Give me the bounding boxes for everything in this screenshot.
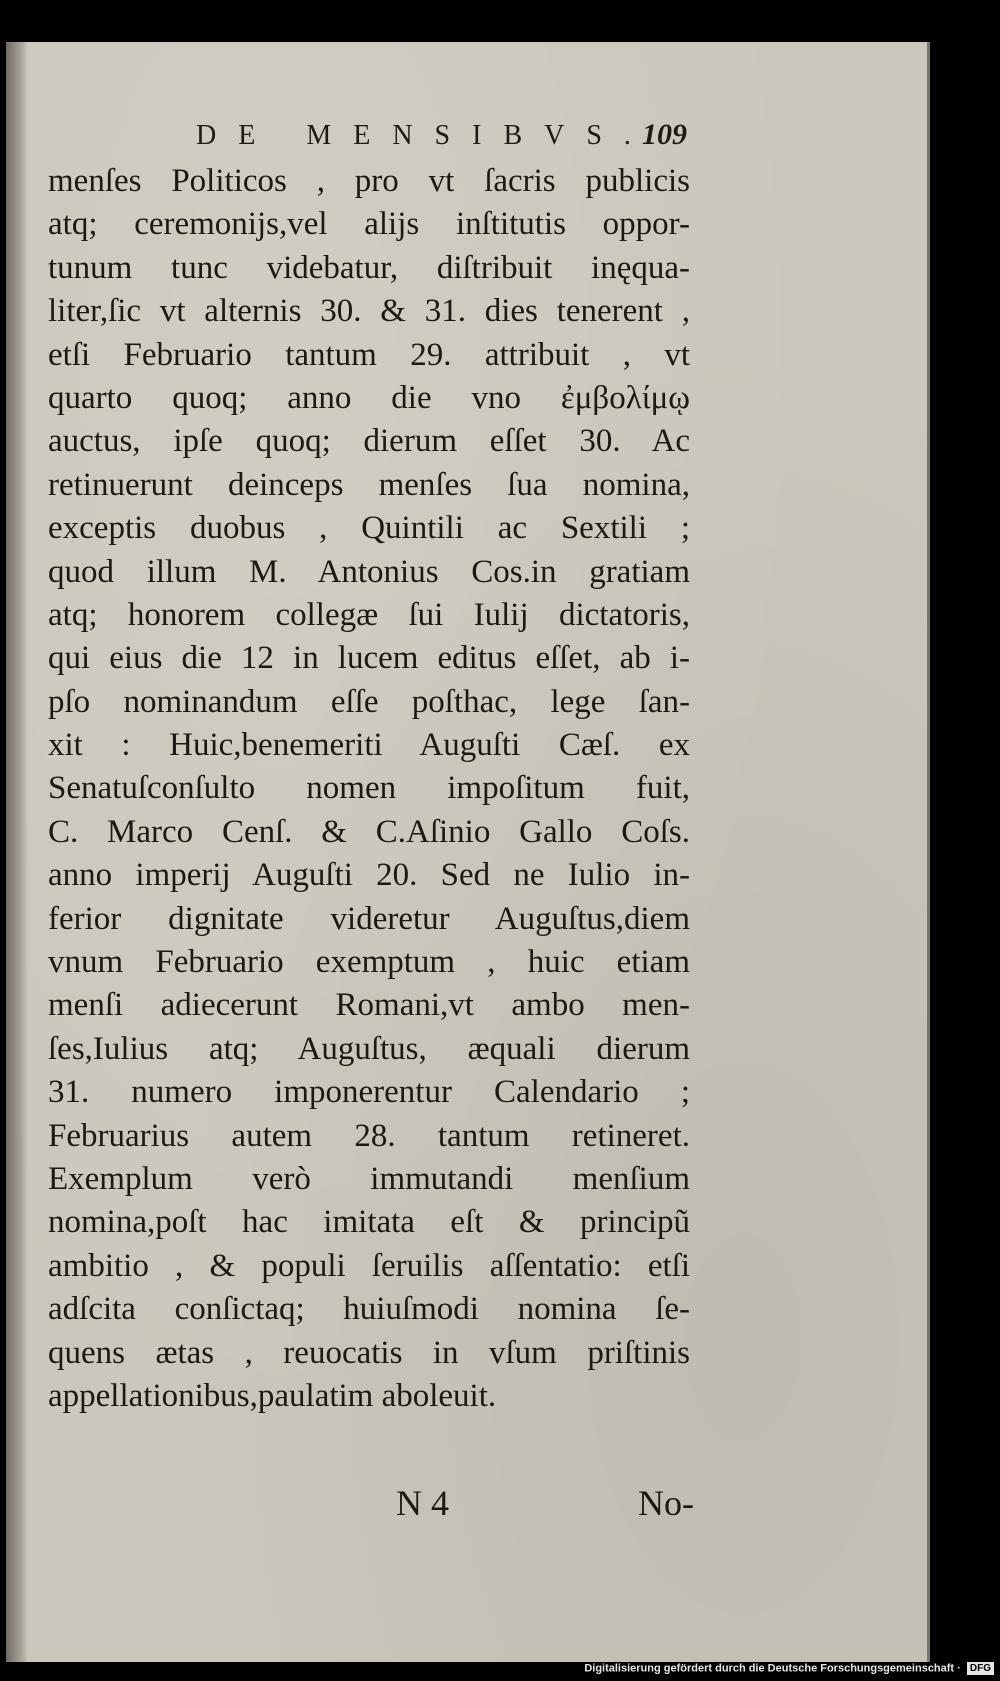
- folio-number: 109: [642, 118, 687, 151]
- page-gutter-shadow: [6, 42, 28, 1662]
- text-line: quarto quoq; anno die vno ἐμβολίμῳ: [48, 379, 690, 416]
- running-head: DE MENSIBVS.: [196, 120, 653, 151]
- text-line: Exemplum verò immutandi menſium: [48, 1160, 690, 1197]
- text-line: menſes Politicos , pro vt ſacris publicis: [48, 163, 690, 199]
- text-line: auctus, ipſe quoq; dierum eſſet 30. Ac: [48, 423, 690, 460]
- text-line: retinuerunt deinceps menſes ſua nomina,: [48, 466, 690, 503]
- text-line: ambitio , & populi ſeruilis aſſentatio: etſi: [48, 1247, 690, 1284]
- text-line: adſcita conſictaq; huiuſmodi nomina ſe-: [48, 1291, 690, 1328]
- text-line: etſi Februario tantum 29. attribuit , vt: [48, 336, 690, 373]
- book-page: [6, 42, 930, 1662]
- dfg-logo: DFG: [967, 1662, 994, 1675]
- text-line: menſi adiecerunt Romani,vt ambo men-: [48, 987, 690, 1024]
- text-line: vnum Februario exemptum , huic etiam: [48, 944, 690, 981]
- text-line: xit : Huic,benemeriti Auguſti Cæſ. ex: [48, 727, 690, 764]
- text-line: Februarius autem 28. tantum retineret.: [48, 1117, 690, 1154]
- text-line: nomina,poſt hac imitata eſt & principũ: [48, 1204, 690, 1241]
- text-line: anno imperij Auguſti 20. Sed ne Iulio in-: [48, 857, 690, 894]
- text-line: exceptis duobus , Quintili ac Sextili ;: [48, 510, 690, 547]
- text-line: tunum tunc videbatur, diſtribuit inęqua-: [48, 249, 690, 286]
- catchline: [396, 1482, 694, 1524]
- text-line: atq; honorem collegæ ſui Iulij dictatoris,: [48, 596, 690, 633]
- text-line: quod illum M. Antonius Cos.in gratiam: [48, 553, 690, 590]
- text-line: atq; ceremonijs,vel alijs inſtitutis oppor-: [48, 206, 690, 243]
- text-line: qui eius die 12 in lucem editus eſſet, ab i-: [48, 640, 690, 677]
- body-text: [48, 160, 690, 1418]
- text-line: appellationibus,paulatim aboleuit.: [48, 1377, 497, 1414]
- credit-text: Digitalisierung gefördert durch die Deutsche Forschungsgemeinschaft: [584, 1662, 955, 1675]
- text-line: Senatuſconſulto nomen impoſitum fuit,: [48, 770, 690, 807]
- catchword: No-: [638, 1483, 694, 1523]
- text-line: pſo nominandum eſſe poſthac, lege ſan-: [48, 683, 690, 720]
- text-line: 31. numero imponerentur Calendario ;: [48, 1074, 690, 1111]
- text-line: ferior dignitate videretur Auguſtus,diem: [48, 900, 690, 937]
- text-line: quens ætas , reuocatis in vſum priſtinis: [48, 1334, 690, 1371]
- signature-mark: N 4: [396, 1483, 449, 1523]
- text-line: ſes,Iulius atq; Auguſtus, æquali dierum: [48, 1030, 690, 1067]
- text-line: C. Marco Cenſ. & C.Aſinio Gallo Coſs.: [48, 813, 690, 850]
- text-line: liter,ſic vt alternis 30. & 31. dies tenerent ,: [48, 293, 690, 330]
- digitization-credit: Digitalisierung gefördert durch die Deutsche Forschungsgemeinschaft · DFG: [584, 1662, 994, 1675]
